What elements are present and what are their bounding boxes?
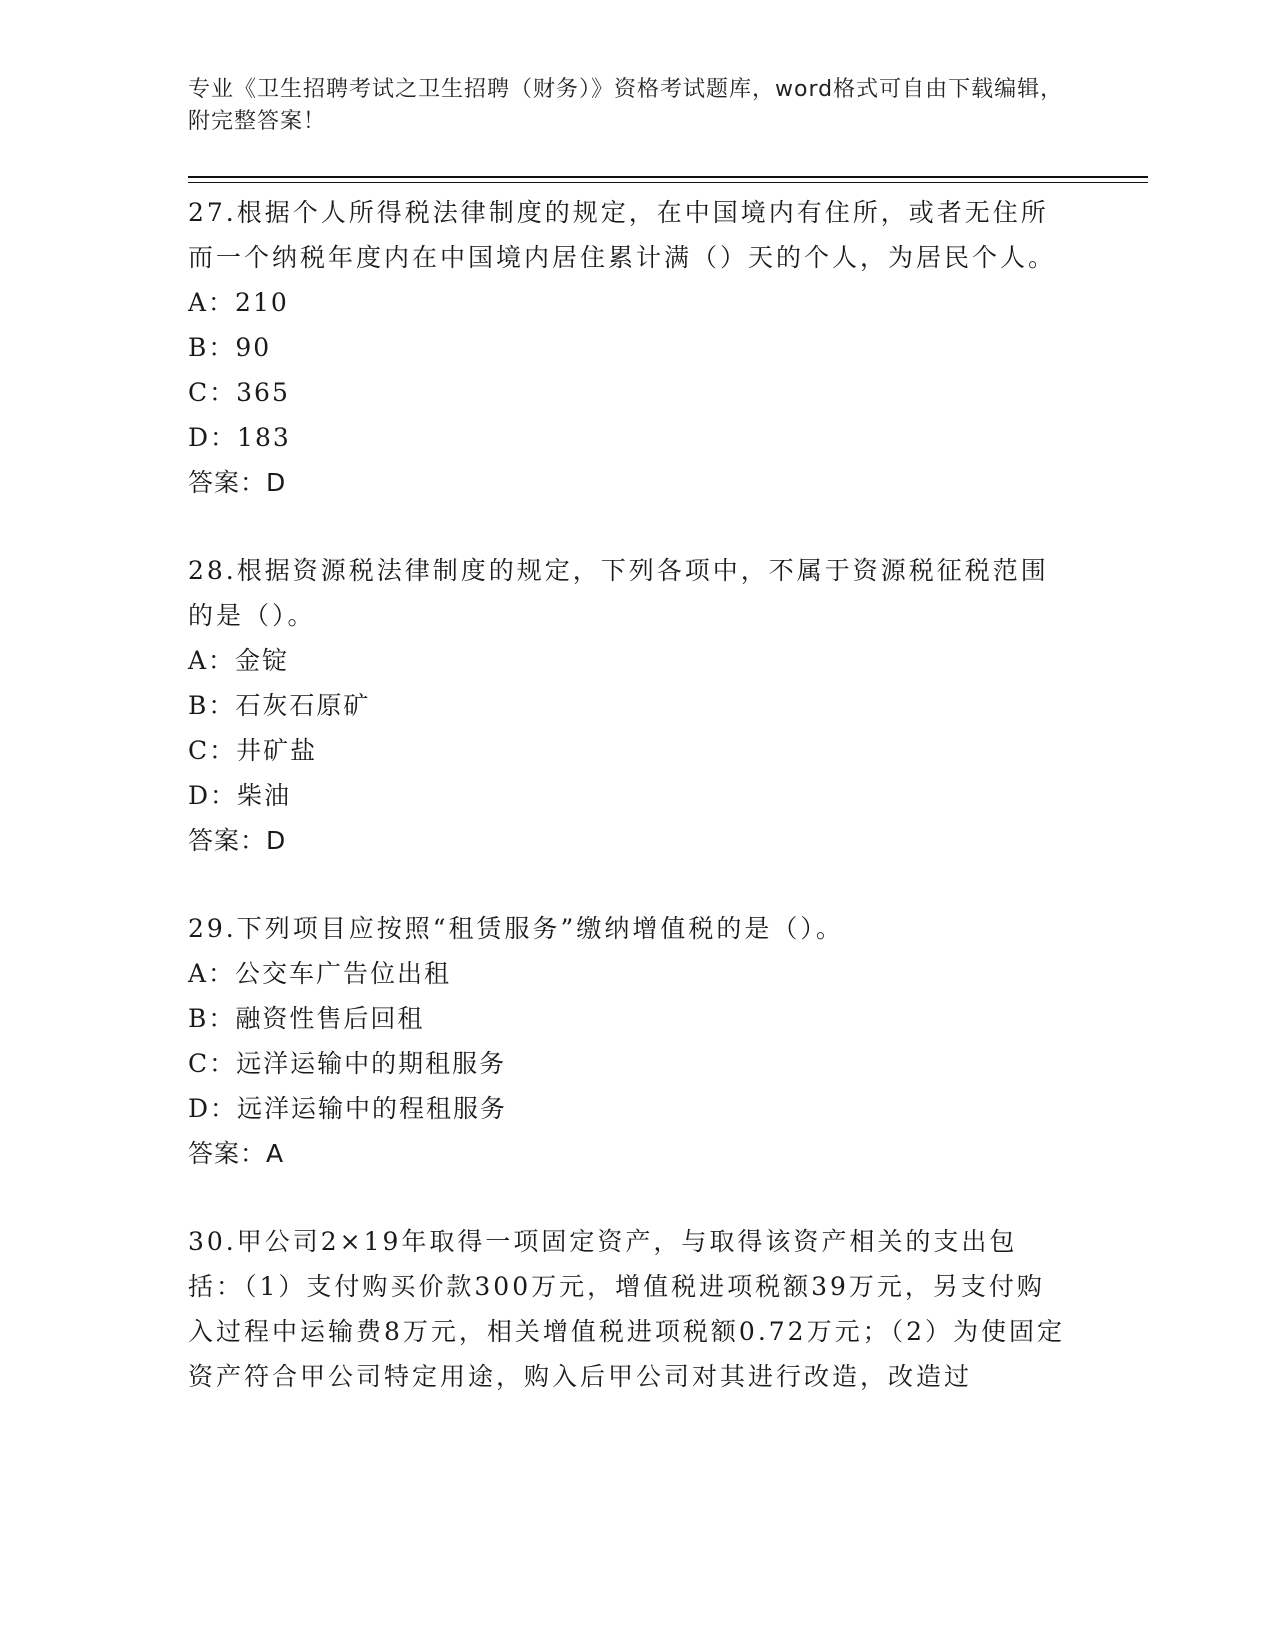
- option-b: B：融资性售后回租: [188, 1004, 425, 1033]
- question-stem: 29.下列项目应按照“租赁服务”缴纳增值税的是（）。: [188, 914, 844, 943]
- option-d: D：远洋运输中的程租服务: [188, 1094, 508, 1123]
- question-27: [188, 190, 1068, 505]
- option-a: A：210: [188, 288, 289, 317]
- question-spacer: [188, 505, 1068, 548]
- option-d: D：柴油: [188, 781, 292, 810]
- option-c: C：远洋运输中的期租服务: [188, 1049, 507, 1078]
- question-spacer: [188, 863, 1068, 906]
- question-stem: 28.根据资源税法律制度的规定，下列各项中，不属于资源税征税范围的是（）。: [188, 556, 1049, 630]
- question-spacer: [188, 1176, 1068, 1219]
- option-b: B：石灰石原矿: [188, 691, 371, 720]
- header-divider-thick: [188, 176, 1148, 178]
- answer-line: 答案：A: [188, 1139, 285, 1168]
- option-d: D：183: [188, 423, 291, 452]
- question-29: [188, 906, 1068, 1176]
- option-a: A：金锭: [188, 646, 290, 675]
- answer-line: 答案：D: [188, 826, 287, 855]
- document-header: 专业《卫生招聘考试之卫生招聘（财务）》资格考试题库，word格式可自由下载编辑，附完整答案！: [188, 77, 1064, 134]
- question-list: [188, 190, 1068, 1399]
- question-stem: 30.甲公司2×19年取得一项固定资产，与取得该资产相关的支出包括：（1）支付购买价款300万元，增值税进项税额39万元，另支付购入过程中运输费8万元，相关增值税进项税额0.72万元；（2）为使固定资产符合甲公司特定用途，购入后甲公司对其进行改造，改造过: [188, 1227, 1065, 1391]
- question-28: [188, 548, 1068, 863]
- question-30: [188, 1219, 1068, 1399]
- option-b: B：90: [188, 333, 272, 362]
- header-divider-thin: [188, 182, 1148, 183]
- answer-line: 答案：D: [188, 468, 287, 497]
- question-stem: 27.根据个人所得税法律制度的规定，在中国境内有住所，或者无住所而一个纳税年度内在中国境内居住累计满（）天的个人，为居民个人。: [188, 198, 1057, 272]
- option-a: A：公交车广告位出租: [188, 959, 452, 988]
- option-c: C：井矿盐: [188, 736, 318, 765]
- option-c: C：365: [188, 378, 290, 407]
